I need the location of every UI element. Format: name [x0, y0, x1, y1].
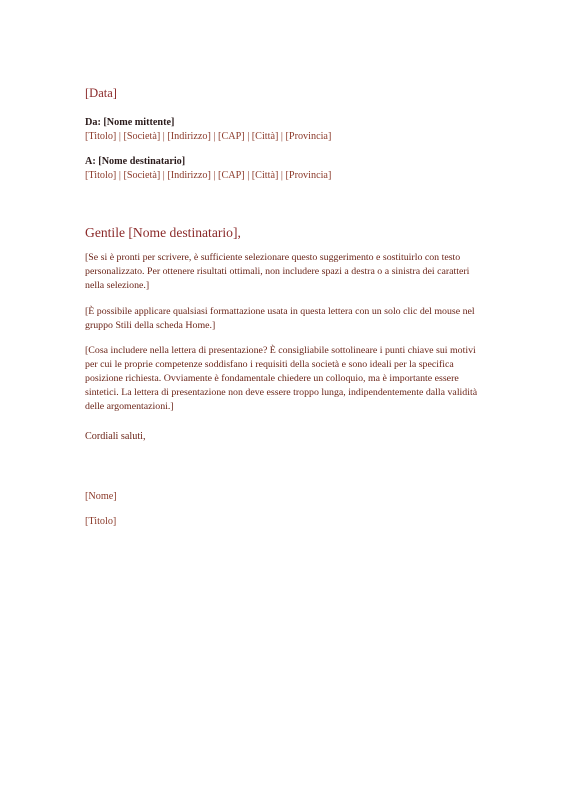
recipient-heading[interactable]: A: [Nome destinatario]	[85, 156, 186, 167]
body-paragraph-3[interactable]: [Cosa includere nella lettera di presentazione? È consigliabile sottolineare i punti chiave sui motivi per cui le proprie competenze soddisfano i requisiti della società e sono ideali per la specifica posizione richiesta. Ovviamente è fondamentale chiedere un colloquio, ma è importante essere sintetici. La lettera di presentazione non deve essere troppo lunga, indipendentemente dalla validità delle argomentazioni.]	[85, 345, 478, 412]
body-paragraph-2[interactable]: [È possibile applicare qualsiasi formattazione usata in questa lettera con un solo clic del mouse nel gruppo Stili della scheda Home.]	[85, 306, 475, 331]
sender-heading[interactable]: Da: [Nome mittente]	[85, 117, 175, 128]
recipient-block	[85, 155, 331, 183]
signature-name[interactable]: [Nome]	[85, 491, 117, 502]
greeting[interactable]: Gentile [Nome destinatario],	[85, 225, 241, 240]
sender-details[interactable]: [Titolo] | [Società] | [Indirizzo] | [CAP] | [Città] | [Provincia]	[85, 131, 332, 142]
body-paragraph-1[interactable]: [Se si è pronti per scrivere, è sufficiente selezionare questo suggerimento e sostituirlo con testo personalizzato. Per ottenere risultati ottimali, non includere spazi a destra o a sinistra dei caratteri nella selezione.]	[85, 252, 470, 291]
signature-title[interactable]: [Titolo]	[85, 516, 117, 527]
closing[interactable]: Cordiali saluti,	[85, 431, 146, 442]
sender-block	[85, 116, 331, 144]
date-placeholder[interactable]: [Data]	[85, 86, 117, 100]
recipient-details[interactable]: [Titolo] | [Società] | [Indirizzo] | [CAP] | [Città] | [Provincia]	[85, 170, 332, 181]
